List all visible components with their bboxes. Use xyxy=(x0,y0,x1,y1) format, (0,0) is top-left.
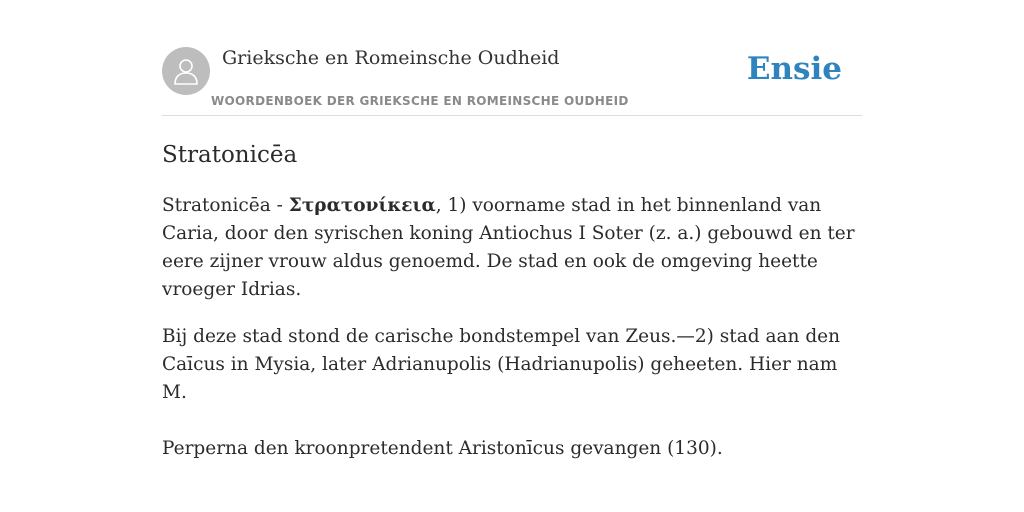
entry-paragraph: Perperna den kroonpretendent Aristonīcus gevangen (130). xyxy=(162,438,723,459)
entry-term: Stratonicēa xyxy=(162,195,271,216)
entry-title: Stratonicēa xyxy=(162,142,298,168)
page-container xyxy=(162,0,862,459)
entry-paragraph xyxy=(162,192,862,304)
entry-paragraph: Bij deze stad stond de carische bondstempel van Zeus.—2) stad aan den Caīcus in Mysia, later Adrianupolis (Hadrianupolis) geheeten. Hier nam M. xyxy=(162,326,841,403)
source-header xyxy=(162,0,862,116)
source-subtitle: WOORDENBOEK DER GRIEKSCHE EN ROMEINSCHE OUDHEID xyxy=(211,94,629,108)
term-separator: - xyxy=(270,195,289,216)
brand-logo[interactable]: Ensie xyxy=(746,51,842,87)
entry-body xyxy=(162,192,862,463)
user-icon xyxy=(173,57,199,85)
source-title[interactable]: Grieksche en Romeinsche Oudheid xyxy=(222,47,560,69)
greek-term: Στρατονίκεια xyxy=(288,195,436,216)
entry-text: , 1) voorname stad in het binnenland van Caria, door den syrischen koning Antiochus I Soter (z. a.) gebouwd en ter eere zijner vrouw aldus genoemd. De stad en ook de omgeving heette vroeger Idrias. xyxy=(162,195,855,300)
source-avatar[interactable] xyxy=(162,47,210,95)
